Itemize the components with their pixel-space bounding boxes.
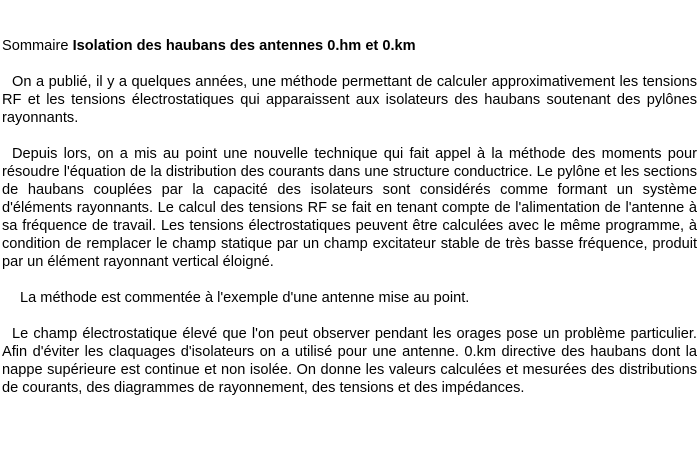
paragraph-intro: On a publié, il y a quelques années, une méthode permettant de calculer approximativement les tensions RF et les tensions électrostatiques qui apparaissent aux isolateurs des haubans soutenant des pylônes rayonnants.	[2, 74, 697, 126]
paragraph-method: Depuis lors, on a mis au point une nouvelle technique qui fait appel à la méthode des moments pour résoudre l'équation de la distribution des courants dans une structure conductrice. Le pylône et les sections de haubans couplées par la capacité des isolateurs sont considérés comme formant un système d'éléments rayonnants. Le calcul des tensions RF se fait en tenant compte de l'alimentation de l'antenne à sa fréquence de travail. Les tensions électrostatiques peuvent être calculées avec le même programme, à condition de remplacer le champ statique par un champ excitateur stable de très basse fréquence, produit par un élément rayonnant vertical éloigné.	[2, 146, 697, 270]
paragraph-example: La méthode est commentée à l'exemple d'une antenne mise au point.	[20, 290, 470, 306]
paragraph-storms: Le champ électrostatique élevé que l'on peut observer pendant les orages pose un problème particulier. Afin d'éviter les claquages d'isolateurs on a utilisé pour une antenne. 0.km directive des haubans dont la nappe supérieure est continue et non isolée. On donne les valeurs calculées et mesurées des distributions de courants, des diagrammes de rayonnement, des tensions et des impédances.	[2, 326, 697, 396]
summary-title: Isolation des haubans des antennes 0.hm et 0.km	[72, 38, 416, 54]
summary-label: Sommaire	[2, 38, 69, 54]
summary-heading	[2, 37, 698, 55]
